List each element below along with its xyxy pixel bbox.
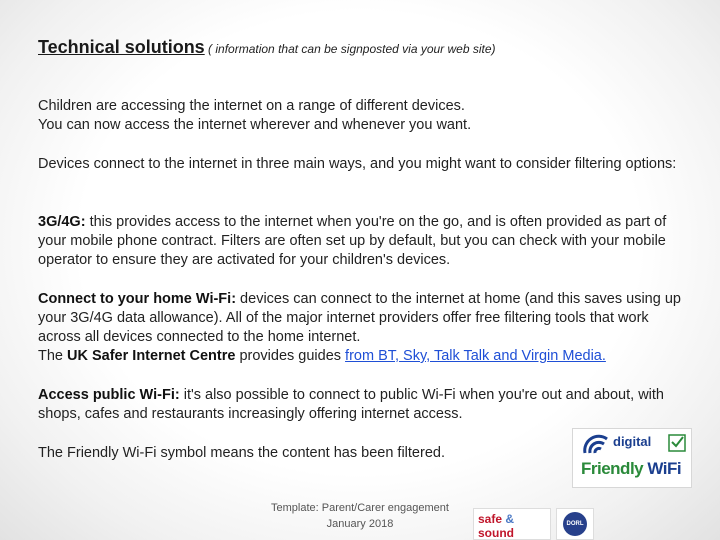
dorl-logo (556, 508, 594, 540)
devices-paragraph: Devices connect to the internet in three main ways, and you might want to consider filtering options: (38, 156, 677, 172)
intro-line-2: You can now access the internet wherever and whenever you want. (38, 117, 472, 133)
page-title: Technical solutions (38, 37, 205, 57)
safer-internet-mid: provides guides (235, 348, 346, 364)
sound-word: sound (478, 526, 514, 540)
public-wifi-text: it's also possible to connect to public Wi-Fi when you're out and about, with shops, cafes and restaurants increasingly offering internet access. (38, 387, 664, 422)
mobile-data-text: this provides access to the internet when you're on the go, and is often provided as part of your mobile phone contract. Filters are often set up by default, but you can check with your mobile operator to ensure they are activated for your children's devices. (38, 214, 667, 268)
public-wifi-label: Access public Wi-Fi: (38, 387, 180, 403)
page-subtitle: ( information that can be signposted via your web site) (204, 42, 496, 56)
safe-and-sound-wordmark (478, 512, 550, 540)
safer-internet-prefix: The (38, 348, 68, 364)
dorl-badge: DORL (563, 512, 587, 536)
friendly-wifi-paragraph: The Friendly Wi-Fi symbol means the content has been filtered. (38, 445, 445, 461)
friendly-word: Friendly (581, 459, 648, 478)
mobile-data-label: 3G/4G: (38, 214, 86, 230)
home-wifi-text: devices can connect to the internet at home (and this saves using up your 3G/4G data allowance). All of the major internet providers offer free filtering tools that work across all devices connected to the home internet. (38, 291, 681, 345)
wifi-word: WiFi (647, 459, 682, 478)
intro-paragraph (38, 97, 688, 135)
footer (260, 500, 460, 532)
footer-template: Template: Parent/Carer engagement (271, 502, 449, 514)
title-line (38, 37, 496, 58)
safe-word: safe (478, 512, 503, 526)
footer-date: January 2018 (326, 518, 394, 530)
friendly-wifi-logo (572, 428, 692, 488)
friendly-wifi-wordmark (581, 459, 681, 479)
home-wifi-paragraph (38, 290, 688, 366)
friendly-wifi-digital: digital (613, 434, 652, 449)
safer-internet-centre: UK Safer Internet Centre (67, 348, 236, 364)
mobile-data-paragraph (38, 213, 688, 270)
home-wifi-label: Connect to your home Wi-Fi: (38, 291, 237, 307)
safe-and-sound-logo (473, 508, 551, 540)
amp-word: & (502, 512, 515, 526)
isp-guides-link[interactable]: from BT, Sky, Talk Talk and Virgin Media. (345, 348, 606, 364)
public-wifi-paragraph (38, 386, 688, 424)
intro-line-1: Children are accessing the internet on a range of different devices. (38, 98, 465, 114)
